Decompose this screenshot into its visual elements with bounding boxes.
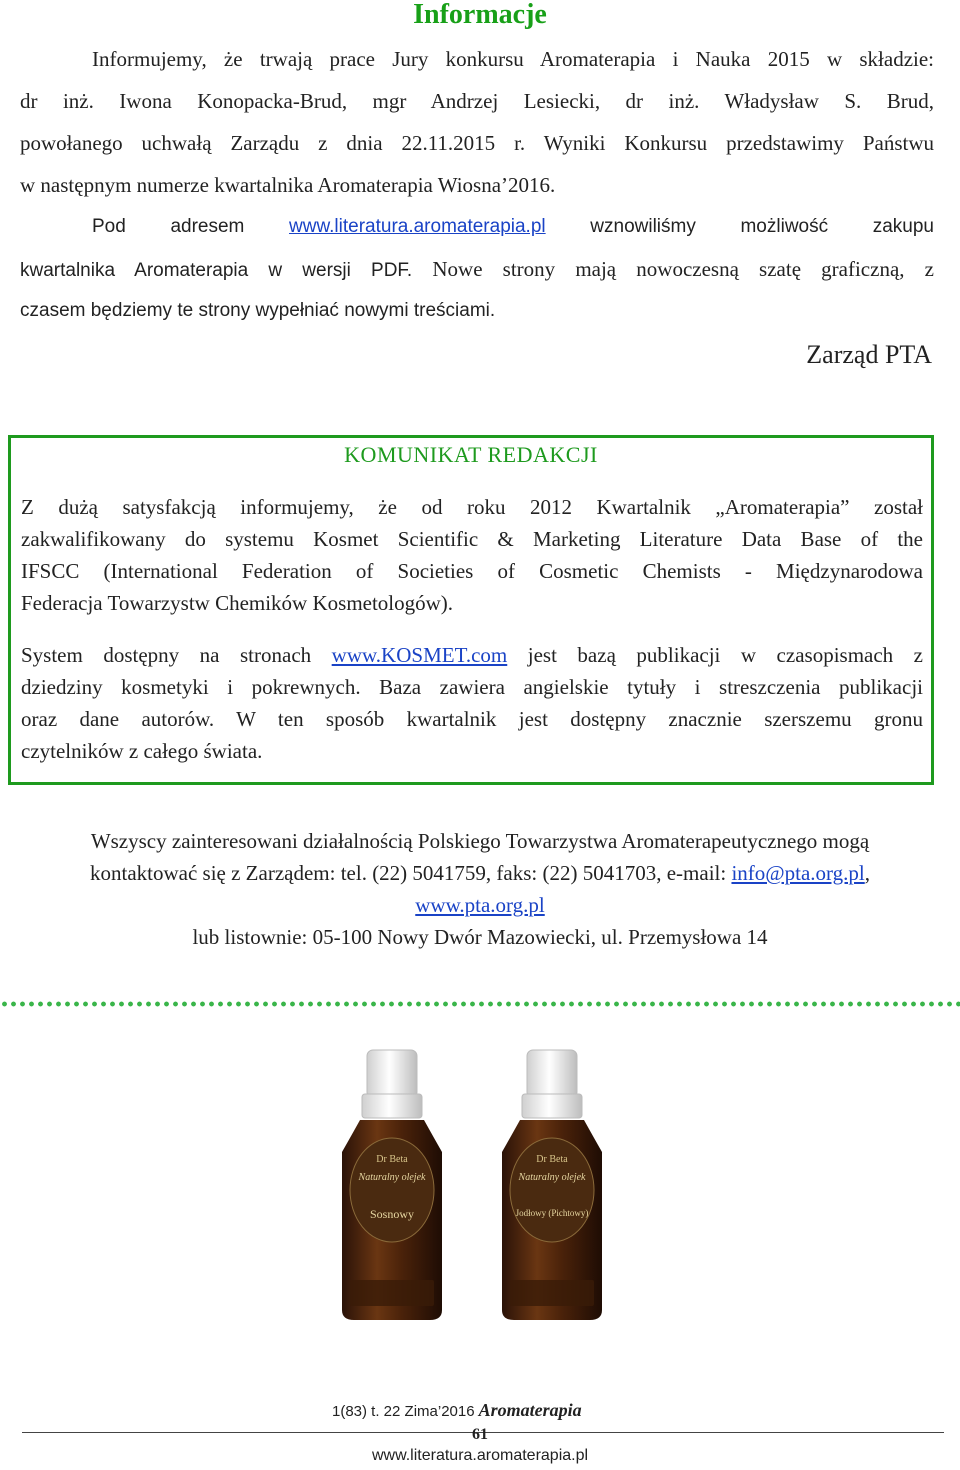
bottle-1-line: Naturalny olejek (358, 1172, 426, 1183)
info-line-2: dr inż. Iwona Konopacka-Brud, mgr Andrzej Lesiecki, dr inż. Władysław S. Brud, (20, 89, 934, 113)
page-number: 61 (472, 1426, 488, 1443)
contact-line-1: Wszyscy zainteresowani działalnością Polskiego Towarzystwa Aromaterapeutycznego mogą (90, 829, 870, 853)
komunikat-line-7: oraz dane autorów. W ten sposób kwartalnik jest dostępny znacznie szerszemu gronu (21, 707, 923, 731)
footer-brand-logo: Aromaterapia (478, 1400, 582, 1420)
bottle-1-name: Sosnowy (369, 1207, 415, 1221)
komunikat-line-1: Z dużą satysfakcją informujemy, że od roku 2012 Kwartalnik „Aromaterapia” został (21, 495, 923, 519)
kosmet-link[interactable]: www.KOSMET.com (331, 643, 508, 667)
contact-line-2 (0, 860, 960, 886)
komunikat-line-5 (21, 642, 923, 668)
footer-issue (332, 1400, 582, 1421)
dotted-divider (0, 1000, 960, 1008)
komunikat-box (8, 435, 934, 785)
page-title: Informacje (413, 0, 547, 30)
komunikat-line-8: czytelników z całego świata. (21, 739, 263, 763)
bottle-1-brand: Dr Beta (376, 1154, 408, 1165)
bottle-2-name: Jodłowy (Pichtowy) (515, 1208, 589, 1218)
info-line-7: czasem będziemy te strony wypełniać nowymi treściami. (20, 300, 496, 321)
komunikat-title: KOMUNIKAT REDAKCJI (344, 442, 598, 467)
komunikat-line-3: IFSCC (International Federation of Societies of Cosmetic Chemists - Międzynarodowa (21, 559, 923, 583)
komunikat-line-2: zakwalifikowany do systemu Kosmet Scientific & Marketing Literature Data Base of the (21, 527, 923, 551)
bottle-sosnowy (342, 1050, 442, 1320)
signature: Zarząd PTA (806, 340, 932, 369)
pta-website-link[interactable]: www.pta.org.pl (415, 893, 545, 917)
bottle-2-line: Naturalny olejek (518, 1172, 586, 1183)
info-line-4: w następnym numerze kwartalnika Aromaterapia Wiosna’2016. (20, 173, 556, 197)
contact-line-3 (0, 892, 960, 918)
contact-line-2-pre: kontaktować się z Zarządem: tel. (22) 5041759, faks: (22) 5041703, e-mail: (89, 861, 732, 885)
essential-oil-bottles-photo (320, 1040, 640, 1340)
info-line-5 (92, 214, 934, 240)
info-line-6b: Nowe strony mają nowoczesną szatę graficzną, z (412, 257, 934, 281)
info-line-1: Informujemy, że trwają prace Jury konkursu Aromaterapia i Nauka 2015 w składzie: (92, 47, 934, 71)
info-line-3: powołanego uchwałą Zarządu z dnia 22.11.2015 r. Wyniki Konkursu przedstawimy Państwu (20, 131, 934, 155)
komunikat-line-4: Federacja Towarzystw Chemików Kosmetologów). (21, 591, 454, 615)
email-link[interactable]: info@pta.org.pl (731, 861, 865, 885)
footer-url: www.literatura.aromaterapia.pl (371, 1447, 589, 1464)
bottle-2-brand: Dr Beta (536, 1154, 568, 1165)
komunikat-line-6: dziedziny kosmetyki i pokrewnych. Baza zawiera angielskie tytuły i streszczenia publikacji (21, 675, 923, 699)
info-line-6a: kwartalnika Aromaterapia w wersji PDF. (20, 260, 413, 281)
contact-line-4: lub listownie: 05-100 Nowy Dwór Mazowiecki, ul. Przemysłowa 14 (192, 925, 768, 949)
literatura-link[interactable]: www.literatura.aromaterapia.pl (289, 216, 546, 237)
info-line-6 (20, 256, 934, 284)
komunikat-line-5-pre: System dostępny na stronach (21, 643, 312, 667)
bottle-jodlowy (502, 1050, 602, 1320)
contact-line-2-post: , (864, 861, 870, 885)
komunikat-line-5-post: jest bazą publikacji w czasopismach z (527, 643, 924, 667)
footer-issue-text: 1(83) t. 22 Zima’2016 (332, 1403, 475, 1420)
info-line-5-pre: Pod adresem (92, 216, 245, 237)
info-line-5-post: wznowiliśmy możliwość zakupu (590, 216, 935, 237)
